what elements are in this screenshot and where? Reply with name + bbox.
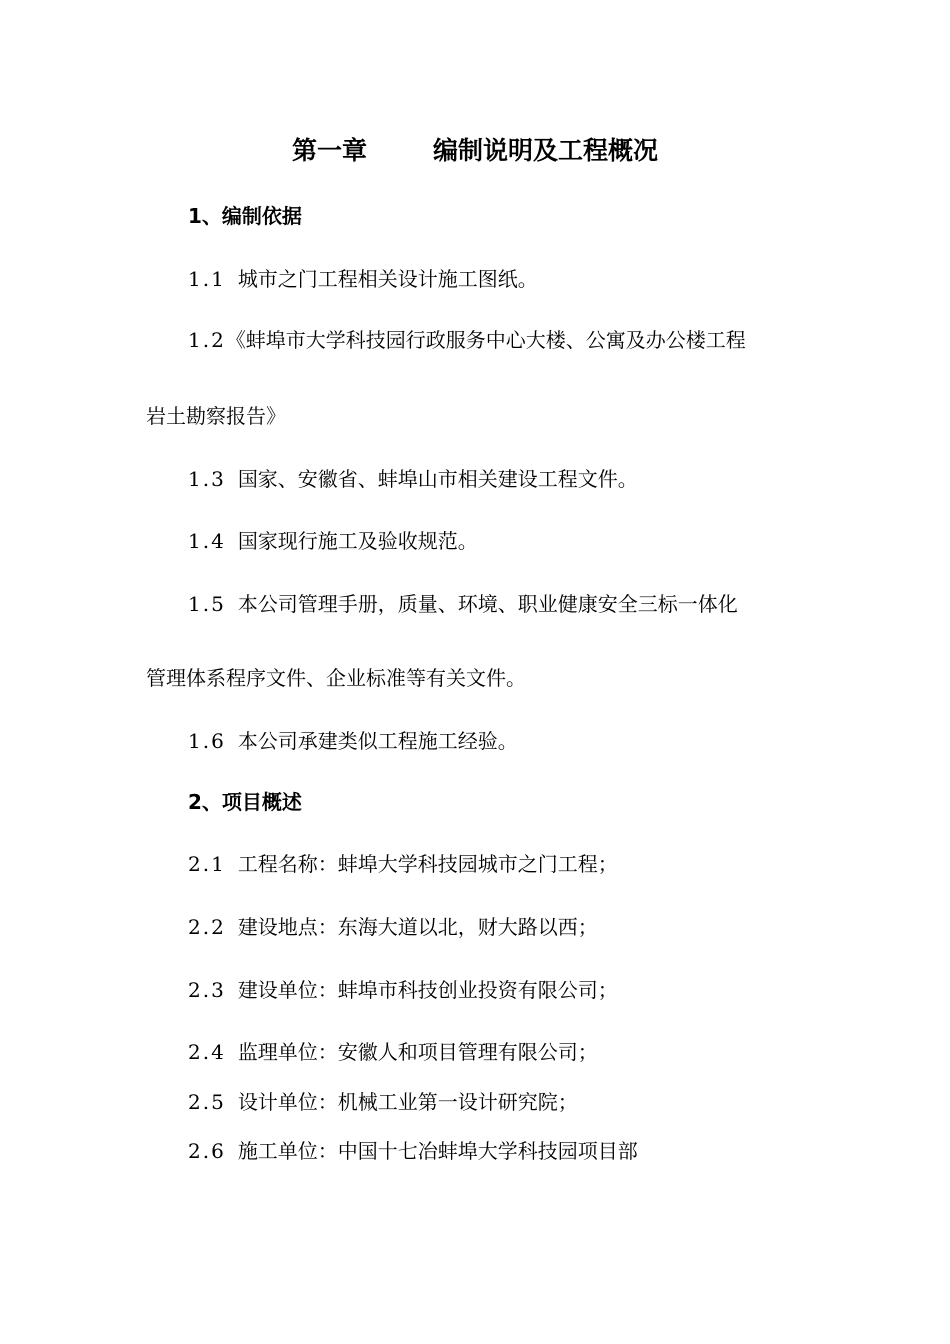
list-item-1-2-continuation: 岩土勘察报告》: [146, 404, 286, 428]
item-text: 本公司管理手册，质量、环境、职业健康安全三标一体化: [237, 592, 738, 616]
item-number: 2.1: [188, 852, 226, 876]
item-text: 监理单位：安徽人和项目管理有限公司；: [237, 1040, 598, 1064]
item-number: 1.2: [188, 328, 226, 352]
list-item-1-2: [188, 326, 746, 354]
list-item-2-6: [188, 1137, 638, 1165]
item-text: 《蚌埠市大学科技园行政服务中心大楼、公寓及办公楼工程: [225, 328, 746, 352]
chapter-label: 第一章: [291, 136, 367, 165]
item-text: 城市之门工程相关设计施工图纸。: [237, 267, 538, 291]
list-item-2-5: [188, 1088, 578, 1116]
list-item-2-2: [188, 913, 598, 941]
item-number: 2.4: [188, 1040, 226, 1064]
item-text: 建设单位：蚌埠市科技创业投资有限公司；: [237, 978, 618, 1002]
chapter-title: [0, 133, 950, 169]
list-item-2-1: [188, 850, 618, 878]
item-number: 2.6: [188, 1139, 226, 1163]
item-number: 1.5: [188, 592, 226, 616]
item-text: 国家、安徽省、蚌埠山市相关建设工程文件。: [237, 467, 638, 491]
item-text: 建设地点：东海大道以北，财大路以西；: [237, 915, 598, 939]
list-item-2-4: [188, 1038, 598, 1066]
item-number: 1.4: [188, 529, 226, 553]
item-text: 施工单位：中国十七冶蚌埠大学科技园项目部: [237, 1139, 638, 1163]
item-number: 2.5: [188, 1090, 226, 1114]
section-heading-2: 2、项目概述: [188, 790, 302, 814]
item-number: 1.1: [188, 267, 226, 291]
list-item-1-5: [188, 590, 738, 618]
item-number: 2.3: [188, 978, 226, 1002]
list-item-1-4: [188, 527, 478, 555]
item-text: 本公司承建类似工程施工经验。: [237, 729, 518, 753]
item-number: 2.2: [188, 915, 226, 939]
list-item-2-3: [188, 976, 618, 1004]
item-text: 国家现行施工及验收规范。: [237, 529, 478, 553]
item-text: 工程名称：蚌埠大学科技园城市之门工程；: [237, 852, 618, 876]
list-item-1-5-continuation: 管理体系程序文件、企业标准等有关文件。: [146, 666, 526, 690]
list-item-1-6: [188, 727, 518, 755]
item-number: 1.6: [188, 729, 226, 753]
section-heading-1: 1、编制依据: [188, 204, 302, 228]
list-item-1-1: [188, 265, 538, 293]
list-item-1-3: [188, 465, 638, 493]
item-text: 设计单位：机械工业第一设计研究院；: [237, 1090, 578, 1114]
item-number: 1.3: [188, 467, 226, 491]
chapter-title-text: 编制说明及工程概况: [433, 136, 659, 165]
